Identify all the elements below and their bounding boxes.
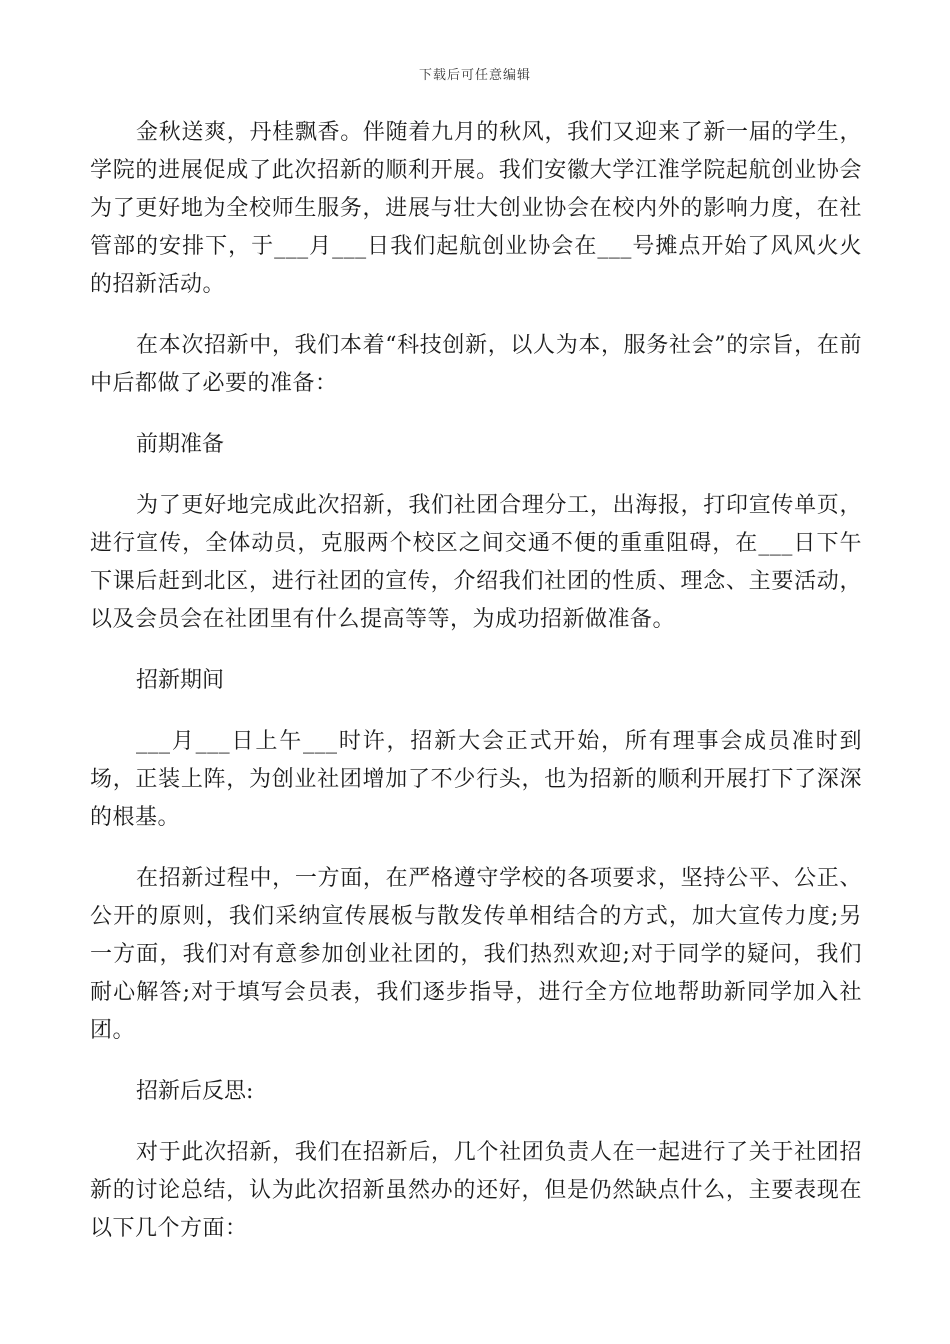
- paragraph-reflection: 对于此次招新，我们在招新后，几个社团负责人在一起进行了关于社团招新的讨论总结，认为此次招新虽然办的还好，但是仍然缺点什么，主要表现在以下几个方面：: [90, 1140, 862, 1241]
- paragraph-intro: 金秋送爽，丹桂飘香。伴随着九月的秋风，我们又迎来了新一届的学生，学院的进展促成了此次招新的顺利开展。我们安徽大学江淮学院起航创业协会为了更好地为全校师生服务，进展与壮大创业协会在校内外的影响力度，在社管部的安排下，于___月___日我们起航创业协会在___号摊点开始了风风火火的招新活动。: [90, 120, 862, 297]
- section-heading-recruitment-period: 招新期间: [136, 668, 225, 693]
- document-body: [90, 114, 862, 1271]
- paragraph-recruitment-process: 在招新过程中，一方面，在严格遵守学校的各项要求，坚持公平、公正、公开的原则，我们采纳宣传展板与散发传单相结合的方式，加大宣传力度;另一方面，我们对有意参加创业社团的，我们热烈欢迎;对于同学的疑问，我们耐心解答;对于填写会员表，我们逐步指导，进行全方位地帮助新同学加入社团。: [90, 866, 862, 1043]
- section-heading-reflection: 招新后反思:: [136, 1079, 254, 1104]
- paragraph-recruitment-start: ___月___日上午___时许，招新大会正式开始，所有理事会成员准时到场，正装上阵，为创业社团增加了不少行头，也为招新的顺利开展打下了深深的根基。: [90, 729, 862, 830]
- paragraph-preparation: 为了更好地完成此次招新，我们社团合理分工，出海报，打印宣传单页，进行宣传，全体动员，克服两个校区之间交通不便的重重阻碍，在___日下午下课后赶到北区，进行社团的宣传，介绍我们社团的性质、理念、主要活动，以及会员会在社团里有什么提高等等，为成功招新做准备。: [90, 493, 862, 632]
- section-heading-preparation: 前期准备: [136, 432, 225, 457]
- page-header-note: 下载后可任意编辑: [418, 68, 531, 83]
- paragraph-purpose: 在本次招新中，我们本着“科技创新，以人为本，服务社会”的宗旨，在前中后都做了必要的准备：: [90, 333, 862, 396]
